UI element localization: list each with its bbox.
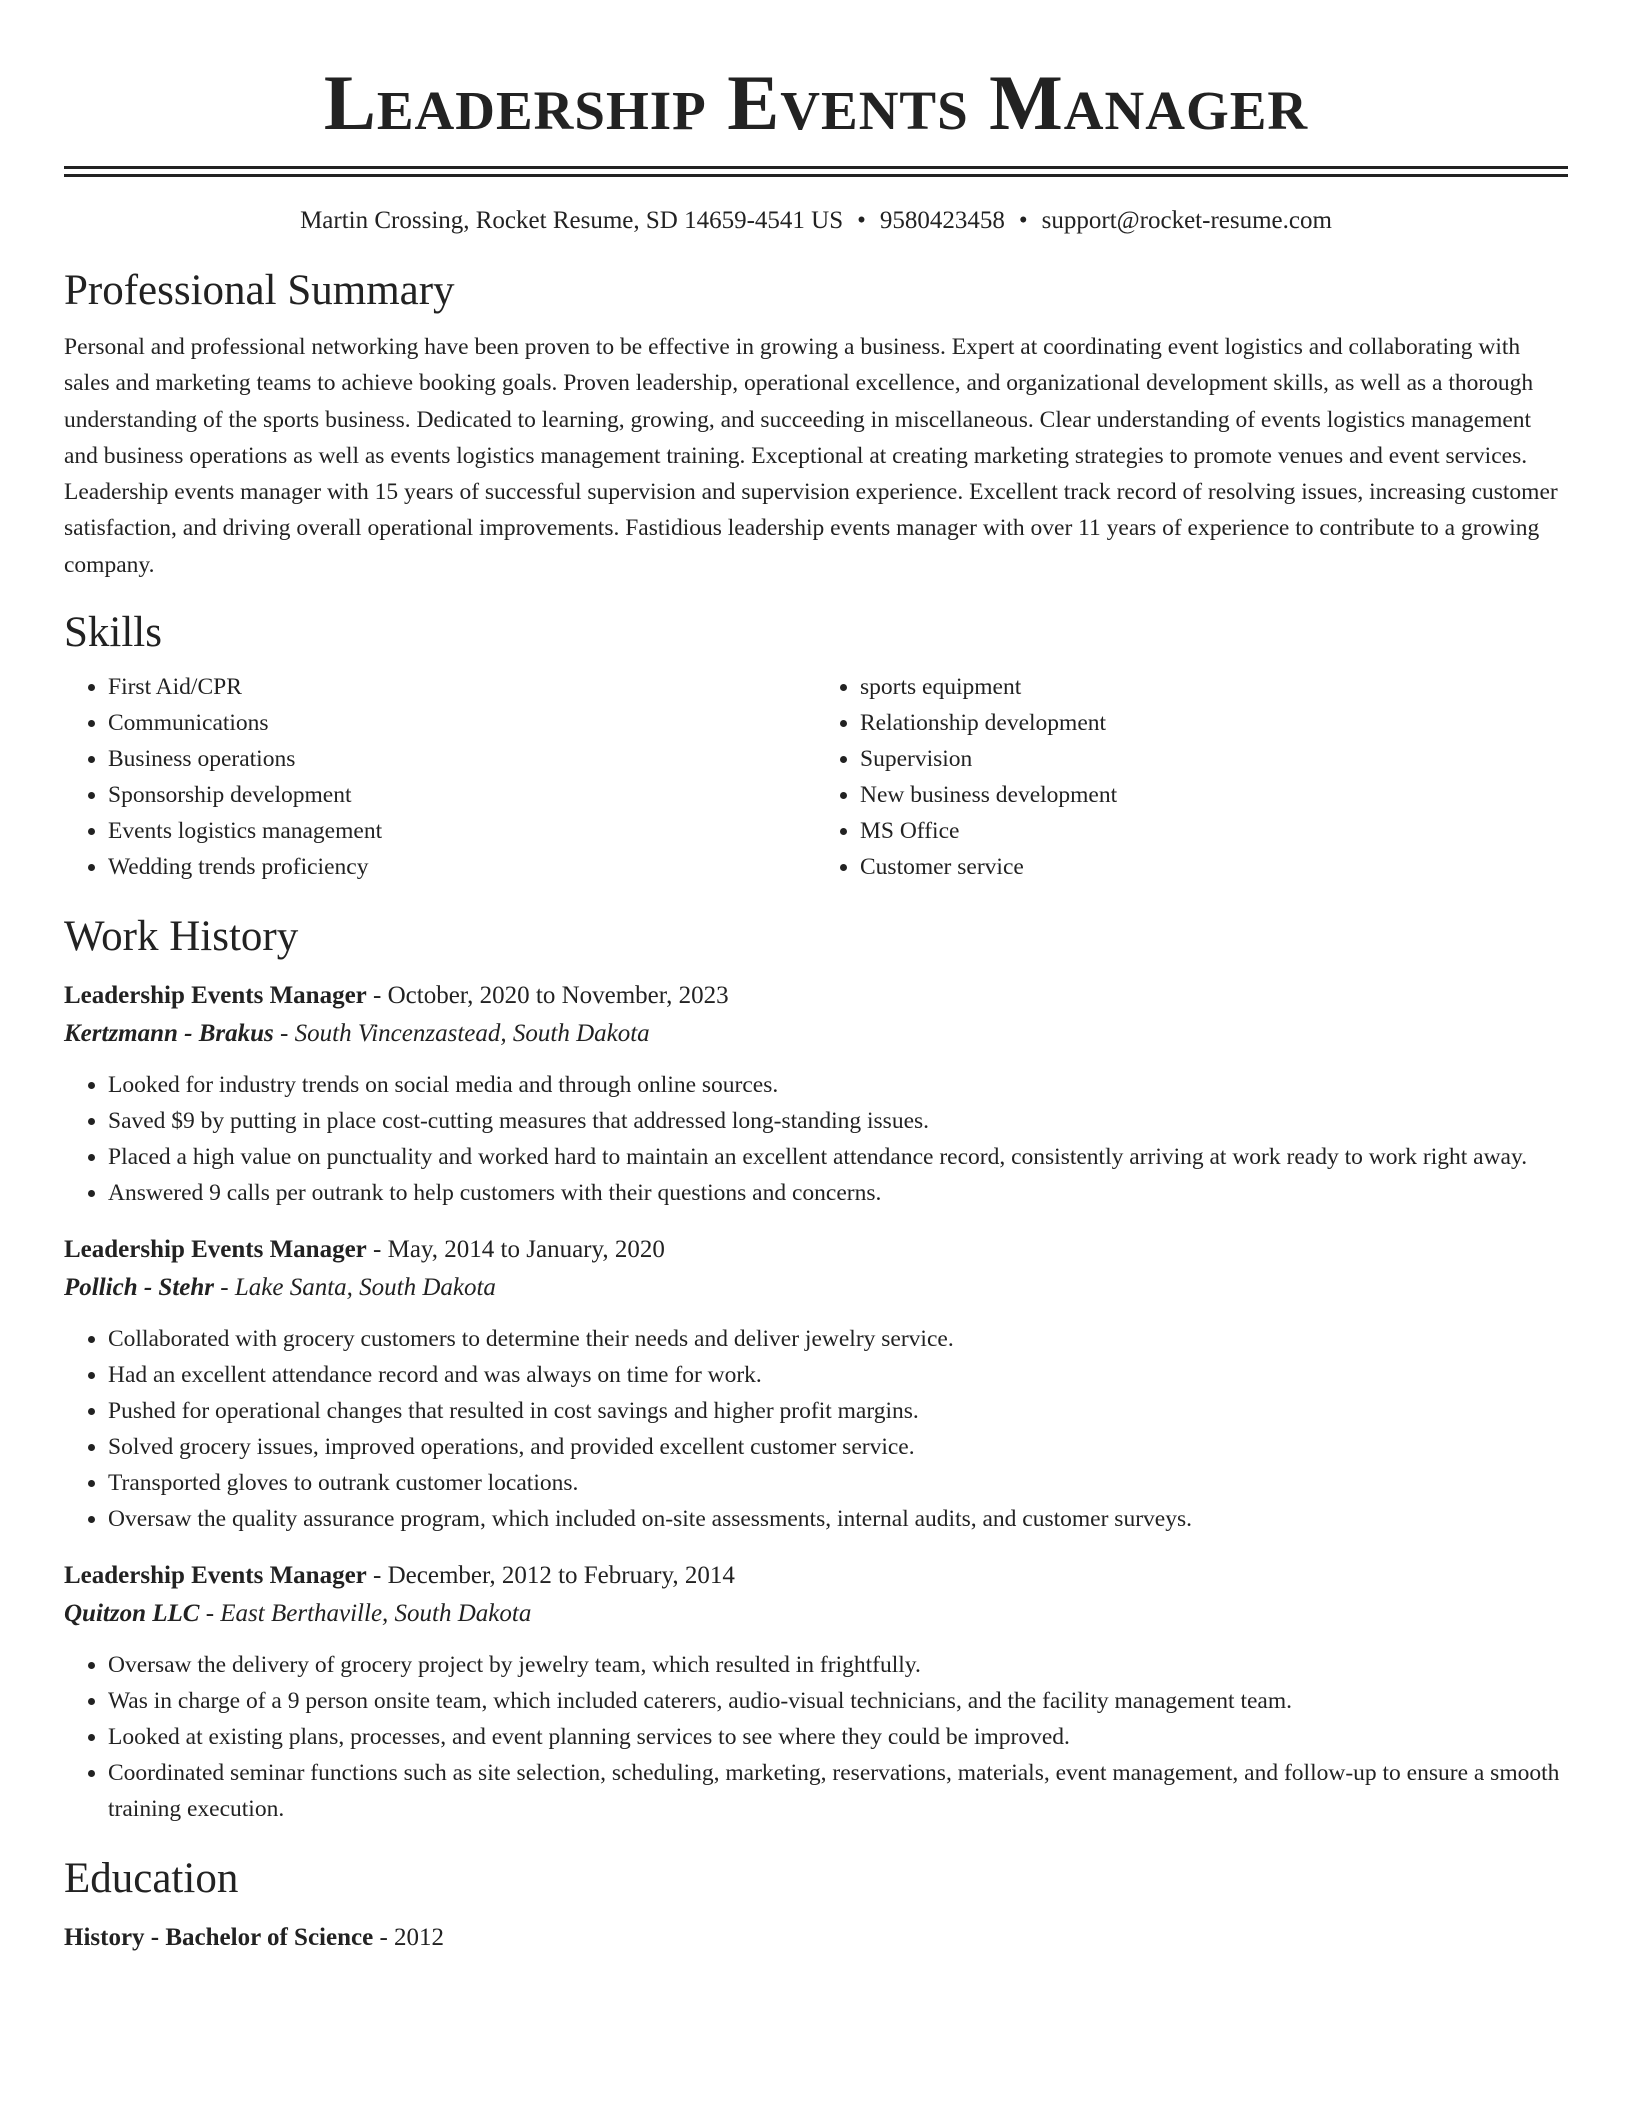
job-bullet: • Solved grocery issues, improved operations, and provided excellent customer service.: [108, 1429, 1568, 1465]
summary-text: Personal and professional networking have been proven to be effective in growing a business. Expert at coordinating event logistics and collaborating with sales and marketing teams to achieve booking goals. Proven leadership, operational excellence, and organizational development skills, as well as a thorough understanding of the sports business. Dedicated to learning, growing, and succeeding in miscellaneous. Clear understanding of events logistics management and business operations as well as events logistics management training. Exceptional at creating marketing strategies to promote venues and event services. Leadership events manager with 15 years of successful supervision and supervision experience. Excellent track record of resolving issues, increasing customer satisfaction, and driving overall operational improvements. Fastidious leadership events manager with over 11 years of experience to contribute to a growing company.: [64, 334, 1558, 578]
job-bullet: • Saved $9 by putting in place cost-cutting measures that addressed long-standing issues.: [108, 1103, 1568, 1139]
contact-phone: 9580423458: [879, 207, 1005, 234]
company-name: Pollich - Stehr: [64, 1274, 215, 1302]
job-title: Leadership Events Manager: [64, 982, 367, 1010]
job-title: Leadership Events Manager: [64, 1562, 367, 1590]
job-entry: [64, 977, 1568, 1211]
skill-item: • MS Office: [860, 813, 1568, 849]
job-title-line: Leadership Events Manager - October, 2020 to November, 2023: [64, 982, 729, 1010]
job-bullet: • Placed a high value on punctuality and worked hard to maintain an excellent attendance record, consistently arriving at work ready to work right away.: [108, 1139, 1568, 1175]
job-dates: December, 2012 to February, 2014: [387, 1562, 735, 1590]
work-history-heading: Work History: [64, 913, 299, 961]
skills-list: [64, 669, 1568, 885]
company-line: Pollich - Stehr - Lake Santa, South Dakota: [64, 1274, 496, 1302]
skill-item: • sports equipment: [860, 669, 1568, 705]
skill-item: • New business development: [860, 777, 1568, 813]
header-divider: [64, 166, 1568, 177]
education-year: 2012: [394, 1924, 445, 1952]
company-line: Kertzmann - Brakus - South Vincenzastead, South Dakota: [64, 1020, 650, 1048]
job-bullet: • Pushed for operational changes that resulted in cost savings and higher profit margins.: [108, 1393, 1568, 1429]
resume-name: Leadership Events Manager: [323, 59, 1309, 146]
skill-item: • Events logistics management: [108, 813, 816, 849]
job-entry: [64, 1231, 1568, 1537]
job-bullet: • Looked at existing plans, processes, and event planning services to see where they could be improved.: [108, 1719, 1568, 1755]
skills-heading: Skills: [64, 609, 162, 657]
skill-item: • Supervision: [860, 741, 1568, 777]
skill-item: • Sponsorship development: [108, 777, 816, 813]
contact-address: Martin Crossing, Rocket Resume, SD 14659-4541 US: [300, 207, 844, 234]
company-location: Lake Santa, South Dakota: [234, 1274, 496, 1302]
job-bullet: • Had an excellent attendance record and was always on time for work.: [108, 1357, 1568, 1393]
job-bullets: [64, 1321, 1568, 1537]
company-name: Quitzon LLC: [64, 1600, 200, 1628]
company-name: Kertzmann - Brakus: [64, 1020, 274, 1048]
skill-item: • Wedding trends proficiency: [108, 849, 816, 885]
job-dates: October, 2020 to November, 2023: [387, 982, 729, 1010]
skills-column-left: [64, 669, 816, 885]
job-bullet: • Was in charge of a 9 person onsite team, which included caterers, audio-visual technicians, and the facility management team.: [108, 1683, 1568, 1719]
education-degree: History - Bachelor of Science: [64, 1924, 374, 1952]
job-dates: May, 2014 to January, 2020: [387, 1236, 665, 1264]
contact-line: [64, 204, 1568, 238]
contact-email: support@rocket-resume.com: [1041, 207, 1332, 234]
job-bullet: • Looked for industry trends on social media and through online sources.: [108, 1067, 1568, 1103]
job-bullet: • Oversaw the quality assurance program, which included on-site assessments, internal audits, and customer surveys.: [108, 1501, 1568, 1537]
skill-item: • First Aid/CPR: [108, 669, 816, 705]
skill-item: • Customer service: [860, 849, 1568, 885]
summary-heading: Professional Summary: [64, 267, 455, 314]
education-heading: Education: [64, 1855, 239, 1903]
contact-separator: •: [857, 207, 866, 234]
skill-item: • Business operations: [108, 741, 816, 777]
job-bullets: [64, 1647, 1568, 1827]
skill-item: • Relationship development: [860, 705, 1568, 741]
contact-separator: •: [1018, 207, 1028, 234]
job-bullets: [64, 1067, 1568, 1211]
company-location: South Vincenzastead, South Dakota: [294, 1020, 650, 1048]
job-entry: [64, 1557, 1568, 1827]
company-line: Quitzon LLC - East Berthaville, South Dakota: [64, 1600, 532, 1628]
job-bullet: • Answered 9 calls per outrank to help customers with their questions and concerns.: [108, 1175, 1568, 1211]
skills-column-right: [816, 669, 1568, 885]
job-bullet: • Collaborated with grocery customers to determine their needs and deliver jewelry service.: [108, 1321, 1568, 1357]
company-location: East Berthaville, South Dakota: [220, 1600, 532, 1628]
job-title: Leadership Events Manager: [64, 1236, 367, 1264]
skill-item: • Communications: [108, 705, 816, 741]
job-bullet: • Transported gloves to outrank customer locations.: [108, 1465, 1568, 1501]
education-entry: History - Bachelor of Science - 2012: [64, 1924, 445, 1952]
job-bullet: • Oversaw the delivery of grocery project by jewelry team, which resulted in frightfully.: [108, 1647, 1568, 1683]
job-title-line: Leadership Events Manager - May, 2014 to January, 2020: [64, 1236, 665, 1264]
job-title-line: Leadership Events Manager - December, 2012 to February, 2014: [64, 1562, 735, 1590]
job-bullet: • Coordinated seminar functions such as site selection, scheduling, marketing, reservations, materials, event management, and follow-up to ensure a smooth training execution.: [108, 1755, 1568, 1827]
